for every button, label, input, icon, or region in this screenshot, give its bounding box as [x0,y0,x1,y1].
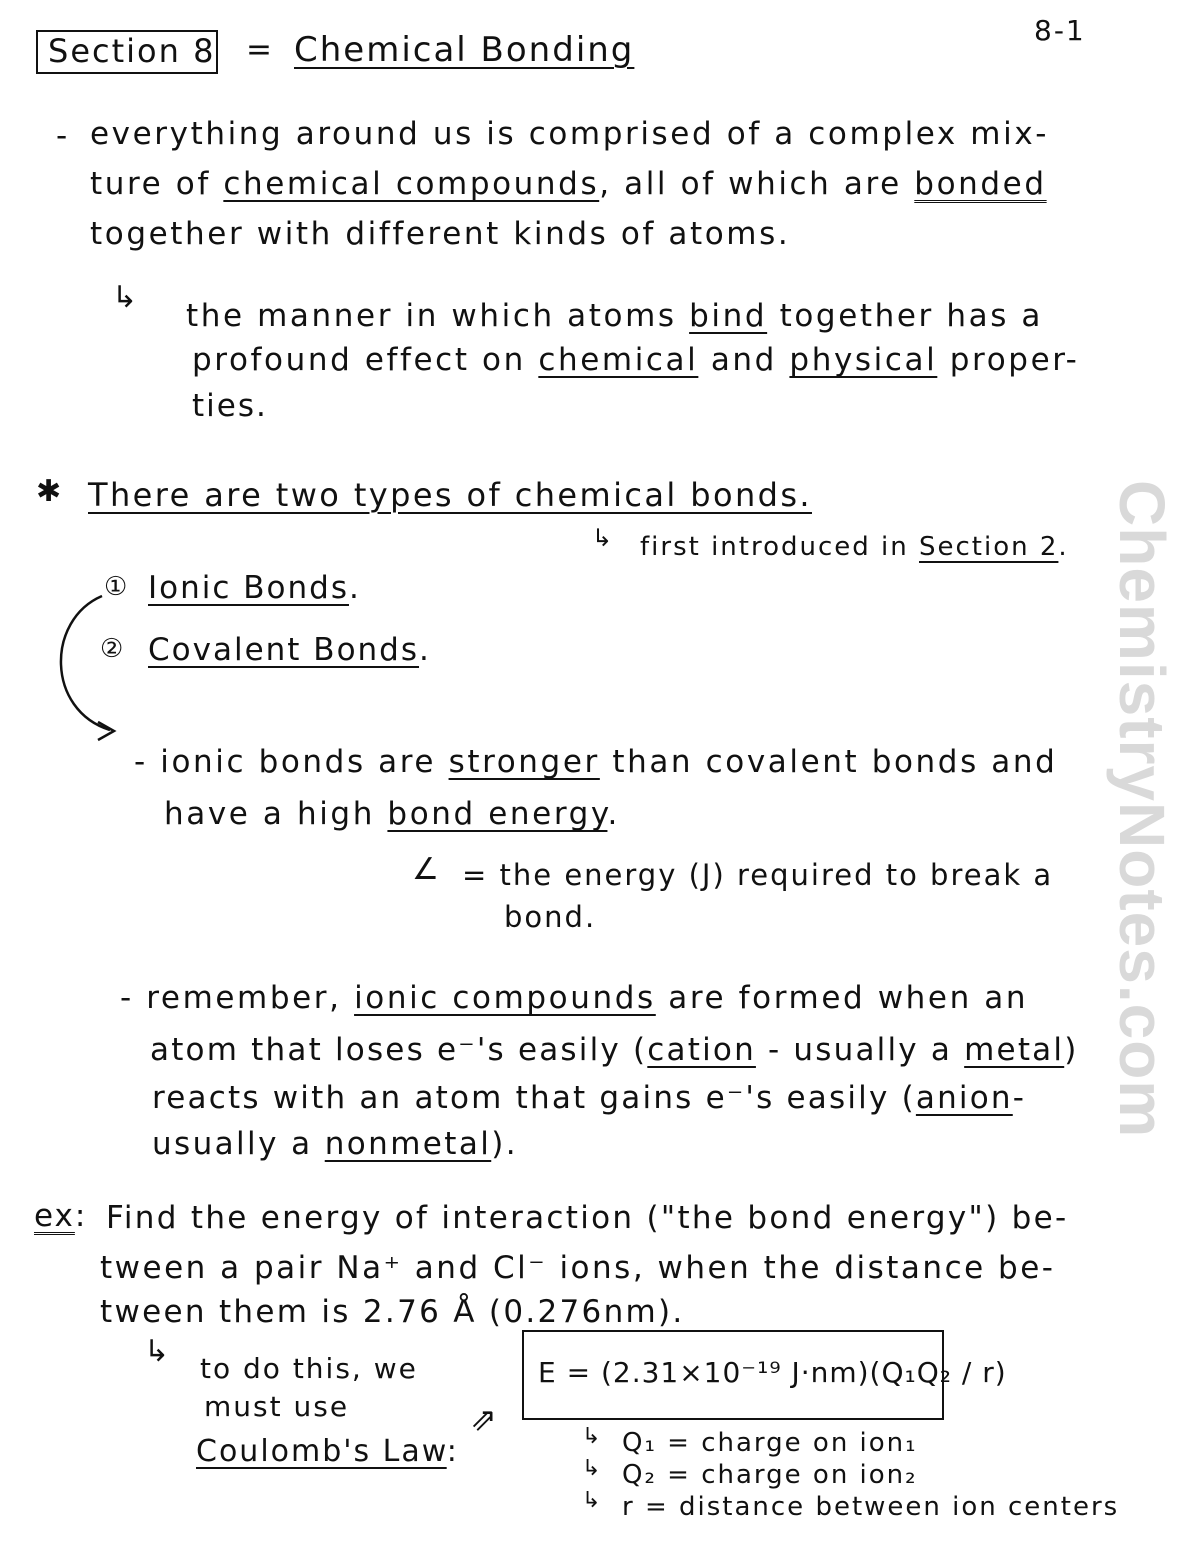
example-label [34,1198,87,1234]
term-section-2: Section 2 [919,532,1059,562]
remember-line-2-b: - usually a [767,1032,953,1068]
intro-sub-line-1 [186,298,1043,334]
intro-sub-line-1-b: together has a [779,298,1043,334]
compare-line-1-b: than covalent bonds and [612,744,1058,780]
term-chemical: chemical [538,342,699,378]
term-coulombs-law: Coulomb's Law [196,1434,447,1469]
types-note-b: . [1058,532,1069,562]
variable-r: r = distance between ion centers [622,1492,1120,1522]
intro-sub-line-2-a: profound effect on [192,342,526,378]
term-covalent-bonds: Covalent Bonds [148,632,420,668]
term-nonmetal: nonmetal [324,1126,492,1162]
watermark: ChemistryNotes.com [1106,480,1178,1139]
hint-line-2: must use [204,1390,350,1423]
remember-line-3 [152,1080,1026,1116]
var-arrow-icon-3: ↳ [582,1488,601,1513]
hook-arrow-icon: ↳ [112,280,138,315]
intro-sub-line-2 [192,342,1079,378]
remember-line-2 [150,1032,1079,1068]
pointer-arrow-icon: ⇗ [470,1400,497,1438]
term-bond-energy: bond energy [387,796,608,832]
variable-q2: Q₂ = charge on ion₂ [622,1460,918,1490]
var-arrow-icon-1: ↳ [582,1424,601,1449]
var-arrow-icon-2: ↳ [582,1456,601,1481]
example-line-1: Find the energy of interaction ("the bond energy") be- [106,1200,1069,1236]
intro-bullet: - [56,118,70,154]
remember-line-1-a: - remember, [120,980,342,1016]
intro-line-1: everything around us is comprised of a complex mix- [90,116,1050,152]
item-1-end: . [348,570,361,606]
definition-arrow-icon: ∠ [412,852,439,887]
star-icon: ✱ [36,474,64,509]
item-2 [148,632,431,668]
item-2-number: ② [100,634,126,664]
remember-line-2-a: atom that loses e⁻'s easily ( [150,1032,648,1068]
intro-line-2-b: , all of which are [599,166,902,202]
section-label: Section 8 [48,32,216,70]
types-heading: There are two types of chemical bonds. [88,476,812,514]
item-1 [148,570,361,606]
remember-line-2-c: ) [1064,1032,1079,1068]
page-number: 8-1 [1034,14,1086,47]
coulomb-formula: E = (2.31×10⁻¹⁹ J·nm)(Q₁Q₂ / r) [538,1356,1007,1389]
remember-line-4 [152,1126,518,1162]
item-1-number: ① [104,572,130,602]
intro-sub-line-3: ties. [192,388,268,424]
intro-sub-line-2-c: proper- [949,342,1080,378]
note-arrow-icon: ↳ [592,524,613,552]
intro-line-2 [90,166,1047,202]
remember-line-3-a: reacts with an atom that gains e⁻'s easily ( [152,1080,916,1116]
intro-line-3: together with different kinds of atoms. [90,216,791,252]
compare-line-2 [164,796,620,832]
coulombs-law [196,1434,459,1469]
term-ionic-bonds: Ionic Bonds [148,570,349,606]
item-2-end: . [419,632,431,668]
remember-line-1 [120,980,1028,1016]
definition-line-2: bond. [504,900,597,934]
term-cation: cation [647,1032,756,1068]
remember-line-4-a: usually a [152,1126,313,1162]
term-bind: bind [689,298,768,334]
remember-line-3-b: - [1012,1080,1027,1116]
compare-line-1-a: - ionic bonds are [134,744,437,780]
remember-line-1-b: are formed when an [668,980,1029,1016]
hint-arrow-icon: ↳ [144,1334,170,1369]
example-colon: : [74,1198,88,1234]
header-equals: = [246,32,274,68]
page-title: Chemical Bonding [294,30,635,70]
term-stronger: stronger [448,744,600,780]
term-anion: anion [915,1080,1013,1116]
compare-line-2-b: . [607,796,620,832]
variable-q1: Q₁ = charge on ion₁ [622,1428,918,1458]
term-ionic-compounds: ionic compounds [354,980,656,1016]
term-physical: physical [789,342,938,378]
term-metal: metal [964,1032,1065,1068]
intro-line-2-a: ture of [90,166,211,202]
remember-line-4-b: ). [491,1126,518,1162]
compare-line-1 [134,744,1057,780]
definition-line-1: = the energy (J) required to break a [462,858,1054,892]
types-note-a: first introduced in [640,532,909,562]
curved-arrow-icon [36,590,136,750]
example-line-3: tween them is 2.76 Å (0.276nm). [100,1294,685,1330]
term-bonded: bonded [914,166,1047,202]
intro-sub-line-2-b: and [710,342,777,378]
example-label-text: ex [34,1198,75,1234]
example-line-2: tween a pair Na⁺ and Cl⁻ ions, when the distance be- [100,1250,1056,1286]
law-colon: : [446,1434,459,1469]
types-note [640,532,1069,562]
term-chemical-compounds: chemical compounds [223,166,600,202]
intro-sub-line-1-a: the manner in which atoms [186,298,677,334]
compare-line-2-a: have a high [164,796,375,832]
hint-line-1: to do this, we [200,1352,418,1385]
